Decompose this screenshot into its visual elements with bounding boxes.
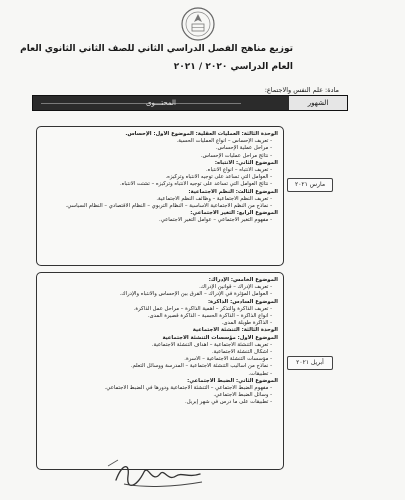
content-line: - نتائج مراحل عمليات الإحساس. [200,152,272,159]
content-line: الوحدة الثالثة: التنشئة الاجتماعية [192,327,278,334]
content-line: الموضوع الثاني: الضبط الاجتماعي: [187,377,278,384]
content-line: الموضوع الأول: مؤسسات التنشئة الاجتماعية [162,334,278,341]
title-block [20,44,293,72]
document-title: توزيع مناهج الفصل الدراسي الثاني للصف الثاني الثانوي العام [20,44,293,54]
academic-year: العام الدراسي ٢٠٢٠ / ٢٠٢١ [173,62,293,72]
content-line: الوحدة الثالثة: العمليات العقلية: الموضوع الأول: الإحساس. [125,131,278,137]
month-label-april: أبريل ٢٠٢١ [287,356,333,370]
table-header [32,95,348,111]
content-line: - تطبيقات. [248,370,272,377]
content-line: - العوامل التي تساعد على توجيه الانتباه وتركيزه. [165,174,272,181]
content-line: - نماذج من النظم الاجتماعية الأساسية – النظام التربوي – النظام الاقتصادي – النظام السياسي. [65,203,272,210]
content-line: - وسائل الضبط الاجتماعي. [213,392,272,399]
content-line: - مفهوم التغير الاجتماعي – عوامل التغير الاجتماعي. [159,217,272,224]
content-line: الموضوع الثالث: النظم الاجتماعية: [188,188,278,195]
content-line: الموضوع الخامس: الإدراك: [208,277,278,283]
content-line: - نتائج العوامل التي تساعد على توجيه الانتباه وتركيزه – تشتت الانتباه. [119,181,272,188]
content-line: - تعريف الإحساس – أنواع العمليات الحسية. [176,138,272,145]
months-column-header: الشهور [289,96,347,110]
content-line: - الذاكرة طويلة المدى. [221,320,272,327]
content-line: - تطبيقات على ما درس في شهر إبريل. [185,399,272,406]
signature-icon [104,454,214,492]
content-line: - مؤسسات التنشئة الاجتماعية – الأسرة. [184,356,272,363]
content-line: - أشكال التنشئة الاجتماعية. [211,349,272,356]
content-line: الموضوع الثاني: الانتباه: [214,159,278,166]
content-line: - العوامل المؤثرة في الإدراك – الفرق بين الإحساس والانتباه والإدراك. [119,291,272,298]
content-line: - تعريف الإدراك – قوانين الإدراك. [199,284,272,291]
content-line: - تعريف الذاكرة والتذكر – أهمية الذاكرة – مراحل عمل الذاكرة. [133,305,272,312]
content-line: - مفهوم الضبط الاجتماعي – التنشئة الاجتماعية ودورها في الضبط الاجتماعي. [104,385,272,392]
content-line: الموضوع السادس: الذاكرة: [207,298,278,305]
content-line: - أنواع الذاكرة – الذاكرة الحسية – الذاكرة قصيرة المدى. [147,313,272,320]
content-box-march [36,126,284,266]
month-label-march: مارس ٢٠٢١ [287,178,333,192]
content-line: - تعريف النظم الاجتماعية – وظائف النظم الاجتماعية. [156,195,272,202]
content-line: - مراحل عملية الإحساس. [215,145,272,152]
content-line: الموضوع الرابع: التغير الاجتماعي: [190,210,278,217]
ministry-emblem-icon [180,6,216,42]
content-line: - تعريف الانتباه – أنواع الانتباه. [206,167,272,174]
subject-label: مادة: علم النفس والاجتماع: [264,86,339,94]
content-column-header: المحتـــوى [145,99,176,107]
content-box-april [36,272,284,470]
content-line: - نماذج من أساليب التنشئة الاجتماعية – المدرسة ووسائل التعلم. [130,363,272,370]
content-line: - تعريف التنشئة الاجتماعية – أهداف التنشئة الاجتماعية. [151,341,272,348]
